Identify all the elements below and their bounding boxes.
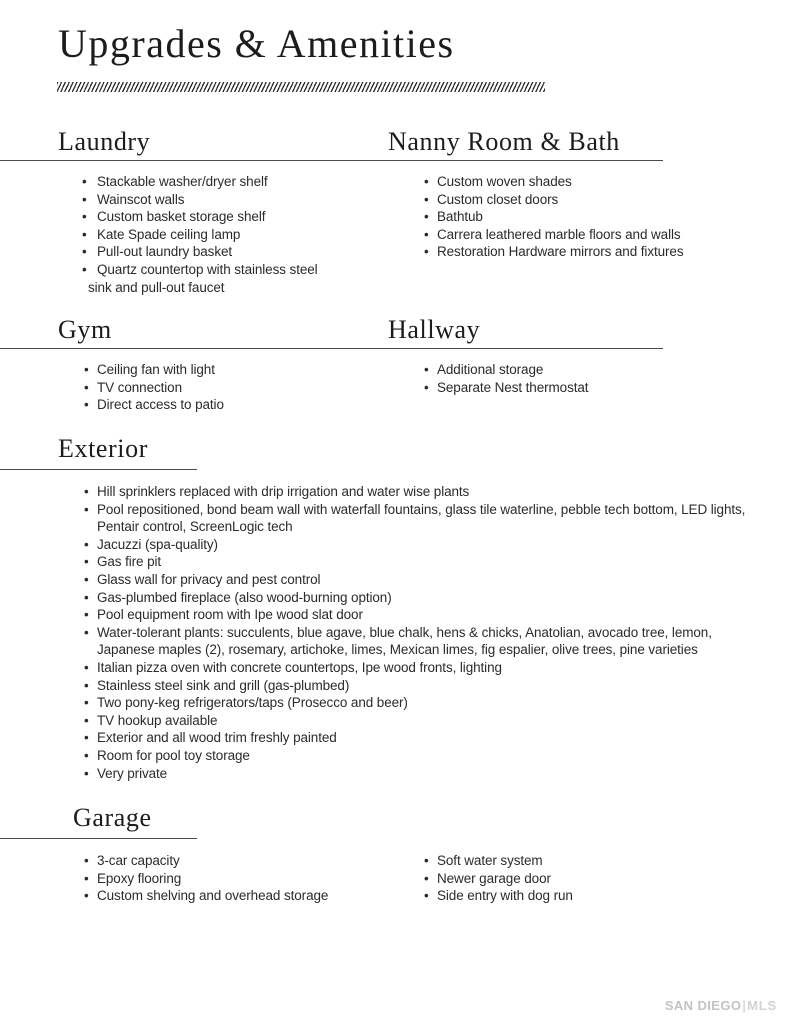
list-item: • Stackable washer/dryer shelf — [88, 173, 330, 191]
list-item: • Exterior and all wood trim freshly painted — [84, 729, 764, 747]
list-item: • Soft water system — [424, 852, 754, 870]
section-rule-exterior — [0, 469, 197, 470]
list-item: • Stainless steel sink and grill (gas-plumbed) — [84, 677, 764, 695]
list-item: • Side entry with dog run — [424, 887, 754, 905]
list-item: • Pool equipment room with Ipe wood slat door — [84, 606, 764, 624]
section-title-hallway: Hallway — [388, 315, 481, 344]
list-item: • Gas-plumbed fireplace (also wood-burning option) — [84, 589, 764, 607]
section-title-nanny-room-bath: Nanny Room & Bath — [388, 127, 620, 156]
list-item: • Custom closet doors — [424, 191, 769, 209]
list-item: • Two pony-keg refrigerators/taps (Prosecco and beer) — [84, 694, 764, 712]
laundry-list — [88, 173, 330, 296]
list-item: • Very private — [84, 765, 764, 783]
list-item: • Room for pool toy storage — [84, 747, 764, 765]
list-item: • Restoration Hardware mirrors and fixtures — [424, 243, 769, 261]
section-rule-gym-hallway — [0, 348, 663, 349]
watermark-suffix: MLS — [747, 998, 777, 1013]
list-item: • Italian pizza oven with concrete countertops, Ipe wood fronts, lighting — [84, 659, 764, 677]
list-item: • Custom basket storage shelf — [88, 208, 330, 226]
list-item: • Jacuzzi (spa-quality) — [84, 536, 764, 554]
list-item: • Wainscot walls — [88, 191, 330, 209]
exterior-list — [84, 483, 764, 782]
hatched-divider — [57, 82, 545, 92]
list-item: • Separate Nest thermostat — [424, 379, 724, 397]
hallway-list — [424, 361, 724, 396]
list-item: • Direct access to patio — [84, 396, 344, 414]
list-item: • 3-car capacity — [84, 852, 404, 870]
list-item: • Carrera leathered marble floors and walls — [424, 226, 769, 244]
list-item: • Bathtub — [424, 208, 769, 226]
section-rule-garage — [0, 838, 197, 839]
list-item: • Pull-out laundry basket — [88, 243, 330, 261]
section-rule-laundry-nanny — [0, 160, 663, 161]
list-item: • Additional storage — [424, 361, 724, 379]
section-title-gym: Gym — [58, 315, 112, 344]
list-item: • Glass wall for privacy and pest control — [84, 571, 764, 589]
watermark-brand: SAN DIEGO — [664, 998, 742, 1013]
watermark-divider: | — [742, 998, 747, 1013]
list-item: • Pool repositioned, bond beam wall with waterfall fountains, glass tile waterline, pebble tech bottom, LED lights, Pentair control, ScreenLogic tech — [84, 501, 764, 536]
section-title-garage: Garage — [73, 803, 152, 832]
list-item: • Gas fire pit — [84, 553, 764, 571]
page-title: Upgrades & Amenities — [58, 21, 455, 66]
list-item: • Newer garage door — [424, 870, 754, 888]
section-title-laundry: Laundry — [58, 127, 151, 156]
list-item: • Hill sprinklers replaced with drip irrigation and water wise plants — [84, 483, 764, 501]
list-item: • TV hookup available — [84, 712, 764, 730]
list-item: • Quartz countertop with stainless steel sink and pull-out faucet — [88, 261, 330, 296]
section-title-exterior: Exterior — [58, 434, 148, 463]
list-item: • TV connection — [84, 379, 344, 397]
list-item: • Epoxy flooring — [84, 870, 404, 888]
list-item: • Custom shelving and overhead storage — [84, 887, 404, 905]
garage-list-left — [84, 852, 404, 905]
list-item: • Ceiling fan with light — [84, 361, 344, 379]
list-item: • Kate Spade ceiling lamp — [88, 226, 330, 244]
mls-watermark — [665, 998, 777, 1013]
list-item: • Custom woven shades — [424, 173, 769, 191]
gym-list — [84, 361, 344, 414]
nanny-room-bath-list — [424, 173, 769, 261]
list-item: • Water-tolerant plants: succulents, blue agave, blue chalk, hens & chicks, Anatolian, avocado tree, lemon, Japanese maples (2), rosemary, artichoke, limes, Mexican limes, fig espalier, olive trees, pine varieties — [84, 624, 764, 659]
garage-list-right — [424, 852, 754, 905]
